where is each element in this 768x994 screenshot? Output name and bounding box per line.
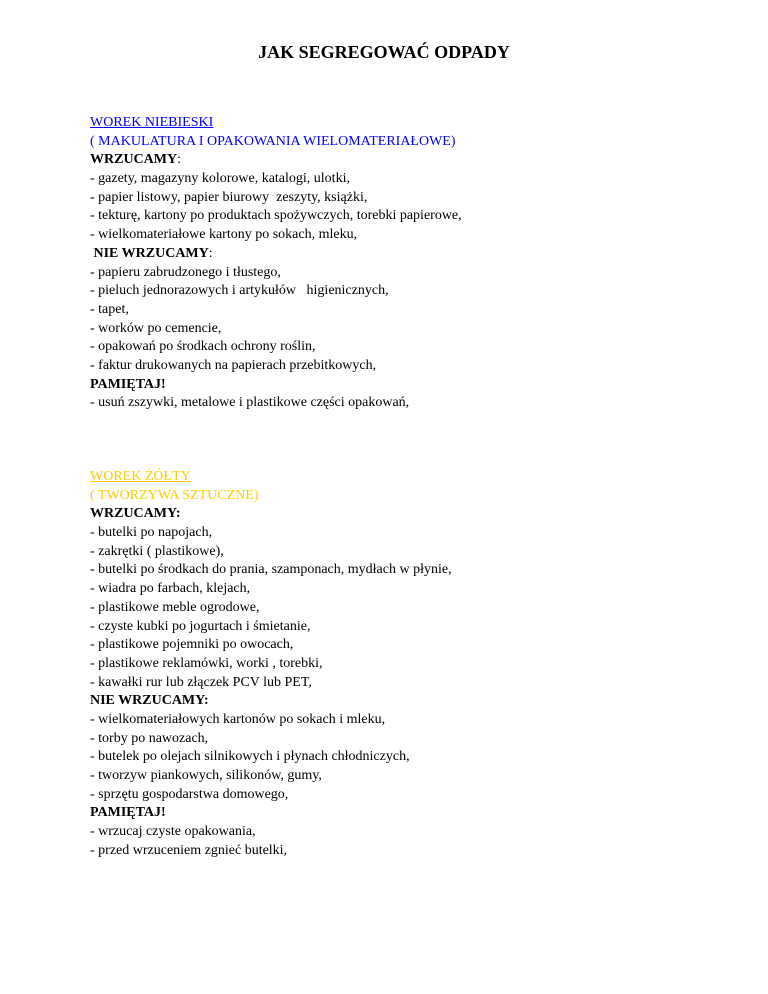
put-in-label [90,151,710,170]
do-not-put-label-text: NIE WRZUCAMY: [90,693,209,709]
remember-label-text: PAMIĘTAJ! [90,805,166,821]
put-in-label-colon: : [177,152,181,168]
do-not-put-label [90,245,710,264]
do-not-put-item: - pieluch jednorazowych i artykułów higienicznych, [90,283,389,299]
remember-item: - wrzucaj czyste opakowania, [90,824,256,840]
put-in-item: - tekturę, kartony po produktach spożywczych, torebki papierowe, [90,208,462,224]
put-in-item: - czyste kubki po jogurtach i śmietanie, [90,618,311,634]
put-in-item: - plastikowe pojemniki po owocach, [90,637,294,653]
put-in-label-text: WRZUCAMY [90,152,178,168]
do-not-put-item: - worków po cemencie, [90,320,222,336]
section-heading: WOREK ŻÓŁTY [90,469,191,484]
put-in-item: - wielkomateriałowe kartony po sokach, mleku, [90,227,358,243]
do-not-put-label-colon: : [208,245,213,261]
put-in-item: - wiadra po farbach, klejach, [90,581,251,597]
put-in-item: - zakrętki ( plastikowe), [90,543,224,559]
do-not-put-label [90,692,710,711]
do-not-put-item: - wielkomateriałowych kartonów po sokach i mleku, [90,711,386,727]
section-heading: WOREK NIEBIESKI [90,115,214,130]
put-in-item: - plastikowe reklamówki, worki , torebki, [90,655,323,671]
do-not-put-label-text: NIE WRZUCAMY [90,245,209,261]
put-in-item: - papier listowy, papier biurowy zeszyty, książki, [90,189,368,205]
do-not-put-item: - torby po nawozach, [90,730,209,746]
do-not-put-item: - sprzętu gospodarstwa domowego, [90,786,289,802]
document-content [90,114,710,860]
do-not-put-item: - tworzyw piankowych, silikonów, gumy, [90,768,322,783]
remember-label-text: PAMIĘTAJ! [90,376,166,392]
do-not-put-item: - butelek po olejach silnikowych i płynach chłodniczych, [90,749,410,765]
remember-item: - przed wrzuceniem zgnieć butelki, [90,842,288,858]
remember-label [90,376,710,395]
page-title: JAK SEGREGOWAĆ ODPADY [258,42,510,62]
put-in-item: - plastikowe meble ogrodowe, [90,599,260,615]
do-not-put-item: - faktur drukowanych na papierach przebitkowych, [90,357,377,373]
do-not-put-item: - tapet, [90,301,129,317]
section-subtitle: ( MAKULATURA I OPAKOWANIA WIELOMATERIAŁOWE) [90,133,456,149]
section-spacer [90,413,710,468]
do-not-put-item: - papieru zabrudzonego i tłustego, [90,264,281,280]
remember-item: - usuń zszywki, metalowe i plastikowe części opakowań, [90,395,410,411]
remember-label [90,804,710,823]
put-in-item: - butelki po napojach, [90,525,213,541]
put-in-item: - kawałki rur lub złączek PCV lub PET, [90,674,312,690]
section-subtitle: ( TWORZYWA SZTUCZNE) [90,487,259,503]
put-in-item: - gazety, magazyny kolorowe, katalogi, ulotki, [90,171,350,187]
put-in-label [90,505,710,524]
put-in-item: - butelki po środkach do prania, szamponach, mydłach w płynie, [90,562,452,578]
do-not-put-item: - opakowań po środkach ochrony roślin, [90,339,316,355]
put-in-label-text: WRZUCAMY: [90,506,181,522]
